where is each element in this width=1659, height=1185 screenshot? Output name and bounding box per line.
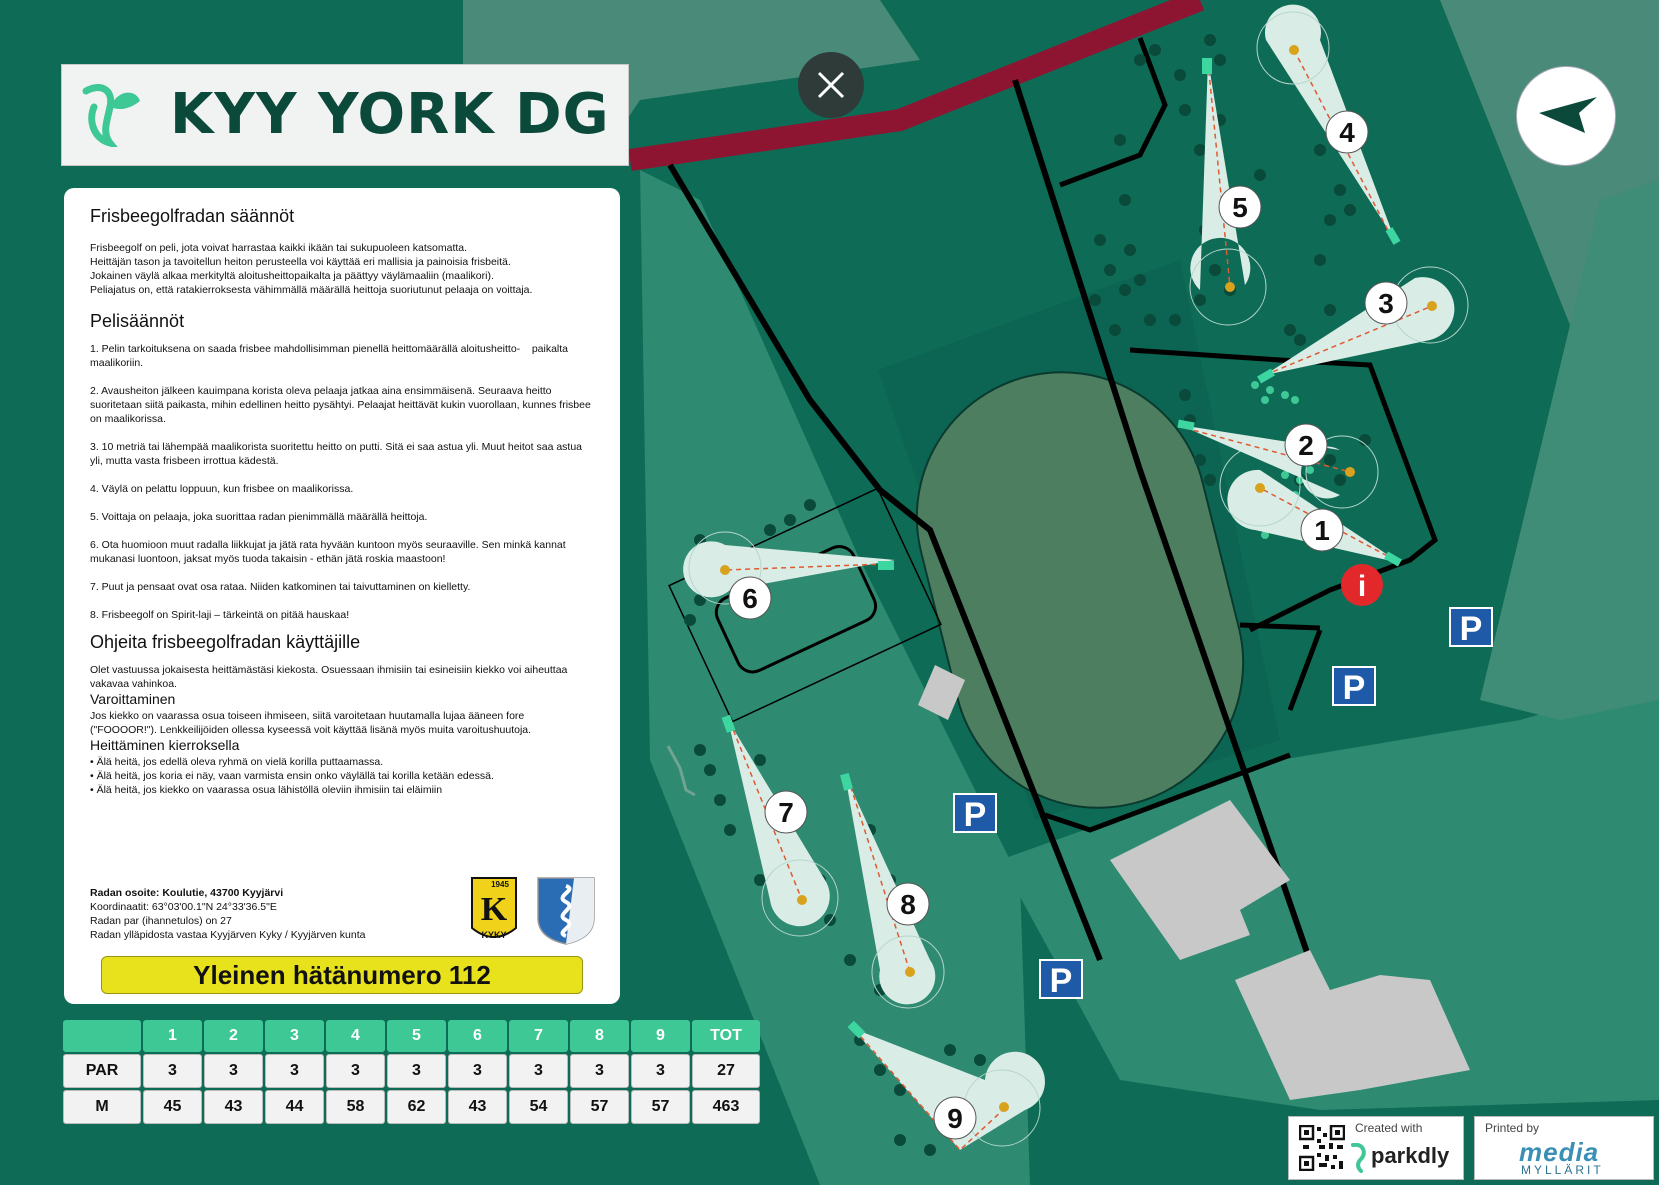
parking-sign xyxy=(954,794,996,834)
svg-text:i: i xyxy=(1357,570,1367,603)
game-rules-heading: Pelisäännöt xyxy=(90,311,185,331)
par-total-cell: 27 xyxy=(692,1054,760,1088)
scorecard-header-cell: 4 xyxy=(326,1020,385,1052)
scorecard-header-cell: 7 xyxy=(509,1020,568,1052)
hole-number-badge[interactable] xyxy=(1285,424,1327,466)
parking-sign-label: P xyxy=(963,796,987,834)
hole-number-badge[interactable] xyxy=(1326,111,1368,153)
scorecard-table xyxy=(61,1018,762,1126)
hole-number-label: 8 xyxy=(900,889,916,920)
rule-item: 3. 10 metriä tai lähempää maalikorista suoritettu heitto on putti. Sitä ei saa astua yli. Muut heitot saa astua yli, mutta vasta frisbeen irrottua kädestä. xyxy=(90,441,583,467)
page-title: KYY YORK DG xyxy=(170,82,610,147)
parkdly-credit[interactable] xyxy=(1288,1116,1464,1180)
intro-line: Heittäjän tason ja tavoitellun heiton perusteella voi käyttää eri mallisia ja painoisia frisbeitä. xyxy=(90,256,511,268)
hole-number-label: 4 xyxy=(1339,117,1355,148)
rules-intro xyxy=(90,241,594,297)
rule-item: 6. Ota huomioon muut radalla liikkujat ja jätä rata hyvään kuntoon myös seuraaville. Sen minkä kannat mukanasi luontoon, jaksat myös tuoda takaisin - ethän jätä roskia maastoon! xyxy=(90,539,566,565)
scorecard-header-cell: 8 xyxy=(570,1020,629,1052)
round-bullet: • Älä heitä, jos edellä oleva ryhmä on vielä korilla puttaamassa. xyxy=(90,756,384,768)
scorecard-header-cell: 5 xyxy=(387,1020,446,1052)
course-info xyxy=(90,886,365,942)
path xyxy=(1240,625,1320,628)
hole-number-badge[interactable] xyxy=(1301,509,1343,551)
scorecard-length-row xyxy=(63,1090,760,1124)
qr-code-icon xyxy=(1299,1125,1345,1171)
svg-text:1945: 1945 xyxy=(491,880,509,889)
length-cell: 44 xyxy=(265,1090,324,1124)
users-text: Olet vastuussa jokaisesta heittämästäsi kiekosta. Osuessaan ihmisiin tai esineisiin kiekko voi aiheuttaa vakavaa vahinkoa. xyxy=(90,664,568,690)
length-cell: 54 xyxy=(509,1090,568,1124)
round-bullets xyxy=(90,755,594,797)
scorecard-header-cell: 1 xyxy=(143,1020,202,1052)
hole-number-label: 6 xyxy=(742,583,758,614)
par-cell: 3 xyxy=(143,1054,202,1088)
scorecard-header-cell: TOT xyxy=(692,1020,760,1052)
kyyjarvi-coat-of-arms xyxy=(536,876,596,946)
media-myllarit-credit[interactable] xyxy=(1474,1116,1654,1180)
rules-card xyxy=(64,188,620,1004)
close-icon xyxy=(798,52,864,118)
printed-by-label: Printed by xyxy=(1485,1121,1540,1135)
rule-item: 7. Puut ja pensaat ovat osa rataa. Niiden katkominen tai taivuttaminen on kielletty. xyxy=(90,581,471,593)
hole-number-badge[interactable] xyxy=(729,577,771,619)
close-button[interactable] xyxy=(798,52,864,118)
hole-number-label: 1 xyxy=(1314,515,1330,546)
par-cell: 3 xyxy=(326,1054,385,1088)
length-cell: 43 xyxy=(448,1090,507,1124)
par-cell: 3 xyxy=(631,1054,690,1088)
navigate-button[interactable] xyxy=(1516,66,1616,166)
length-cell: 58 xyxy=(326,1090,385,1124)
users-heading: Ohjeita frisbeegolfradan käyttäjille xyxy=(90,632,361,652)
parking-sign xyxy=(1450,608,1492,648)
hole-number-badge[interactable] xyxy=(934,1097,976,1139)
intro-line: Jokainen väylä alkaa merkityltä aloitusheittopaikalta ja päättyy väylämaaliin (maalikori). xyxy=(90,270,494,282)
course-logo-icon xyxy=(80,81,142,147)
course-address: Radan osoite: Koulutie, 43700 Kyyjärvi xyxy=(90,887,284,899)
media-wordmark: media xyxy=(1519,1137,1600,1167)
length-cell: 45 xyxy=(143,1090,202,1124)
scorecard-par-row xyxy=(63,1054,760,1088)
hole-number-label: 5 xyxy=(1232,192,1248,223)
hole-number-label: 7 xyxy=(778,797,794,828)
svg-text:KYKY: KYKY xyxy=(481,930,507,940)
parking-sign xyxy=(1040,960,1082,1000)
scorecard-header-cell: 2 xyxy=(204,1020,263,1052)
course-coordinates: Koordinaatit: 63°03'00.1"N 24°33'36.5"E xyxy=(90,901,277,913)
round-bullet: • Älä heitä, jos koria ei näy, vaan varmista ensin onko väylällä tai korilla ketään edessä. xyxy=(90,770,494,782)
info-marker[interactable] xyxy=(1341,564,1383,606)
round-bullet: • Älä heitä, jos kiekko on vaarassa osua lähistöllä oleviin ihmisiin tai eläimiin xyxy=(90,784,443,796)
par-cell: 3 xyxy=(204,1054,263,1088)
navigation-arrow-icon xyxy=(1517,67,1615,165)
rule-item: 8. Frisbeegolf on Spirit-laji – tärkeintä on pitää hauskaa! xyxy=(90,609,350,621)
hole-number-badge[interactable] xyxy=(887,883,929,925)
parking-sign-label: P xyxy=(1459,610,1483,648)
hole-number-label: 3 xyxy=(1378,288,1394,319)
parking-sign xyxy=(1333,667,1375,707)
warning-heading: Varoittaminen xyxy=(90,691,176,707)
hole-number-badge[interactable] xyxy=(1219,186,1261,228)
length-cell: 43 xyxy=(204,1090,263,1124)
intro-line: Frisbeegolf on peli, jota voivat harrastaa kaikki ikään tai sukupuoleen katsomatta. xyxy=(90,242,468,254)
parkdly-wordmark: parkdly xyxy=(1371,1143,1450,1168)
length-cell: 57 xyxy=(570,1090,629,1124)
hole-number-label: 2 xyxy=(1298,430,1314,461)
game-rules-list xyxy=(90,342,594,622)
length-total-cell: 463 xyxy=(692,1090,760,1124)
length-cell: 57 xyxy=(631,1090,690,1124)
rule-item: 5. Voittaja on pelaaja, joka suorittaa radan pienimmällä määrällä heittoja. xyxy=(90,511,428,523)
hole-number-label: 9 xyxy=(947,1103,963,1134)
row-label: M xyxy=(63,1090,141,1124)
row-label: PAR xyxy=(63,1054,141,1088)
parkdly-logo-icon xyxy=(1349,1143,1371,1173)
scorecard-header-row xyxy=(63,1020,760,1052)
par-cell: 3 xyxy=(448,1054,507,1088)
par-cell: 3 xyxy=(387,1054,446,1088)
hole-number-badge[interactable] xyxy=(1365,282,1407,324)
hole-number-badge[interactable] xyxy=(765,791,807,833)
rule-item: 4. Väylä on pelattu loppuun, kun frisbee on maalikorissa. xyxy=(90,483,354,495)
myllarit-wordmark: MYLLÄRIT xyxy=(1521,1163,1604,1177)
created-with-label: Created with xyxy=(1355,1121,1423,1135)
intro-line: Peliajatus on, että ratakierroksesta vähimmällä määrällä heittoja suoriutunut pelaaja on voittaja. xyxy=(90,284,533,296)
emergency-number-banner: Yleinen hätänumero 112 xyxy=(101,956,583,994)
svg-text:K: K xyxy=(480,891,508,928)
scorecard-header-cell xyxy=(63,1020,141,1052)
course-maintainer: Radan ylläpidosta vastaa Kyyjärven Kyky / Kyyjärven kunta xyxy=(90,929,366,941)
scorecard-header-cell: 6 xyxy=(448,1020,507,1052)
rules-heading: Frisbeegolfradan säännöt xyxy=(90,206,295,226)
scorecard-header-cell: 3 xyxy=(265,1020,324,1052)
par-cell: 3 xyxy=(570,1054,629,1088)
scorecard-header-cell: 9 xyxy=(631,1020,690,1052)
kyky-club-logo xyxy=(470,876,518,946)
round-heading: Heittäminen kierroksella xyxy=(90,737,240,753)
course-par-info: Radan par (ihannetulos) on 27 xyxy=(90,915,232,927)
title-card xyxy=(61,64,629,166)
parking-sign-label: P xyxy=(1342,669,1366,707)
par-cell: 3 xyxy=(265,1054,324,1088)
warning-text: Jos kiekko on vaarassa osua toiseen ihmiseen, siitä varoitetaan huutamalla lujaa ääneen fore ("FOOOOR!"). Lenkkeilijöiden ollessa kyseessä voit käyttää lisänä myös muita varoitushuutoja. xyxy=(90,710,532,736)
rule-item: 1. Pelin tarkoituksena on saada frisbee mahdollisimman pienellä heittomäärällä aloitusheitto- paikalta maalikoriin. xyxy=(90,343,569,369)
rule-item: 2. Avausheiton jälkeen kauimpana korista oleva pelaaja jatkaa aina ensimmäisenä. Seuraava heitto suoritetaan siitä paikasta, mihin edellinen heitto pysähtyi. Pelaajat heittävät kukin vuorollaan, kunnes frisbee on maalikorissa. xyxy=(90,385,591,425)
length-cell: 62 xyxy=(387,1090,446,1124)
parking-sign-label: P xyxy=(1049,962,1073,1000)
par-cell: 3 xyxy=(509,1054,568,1088)
